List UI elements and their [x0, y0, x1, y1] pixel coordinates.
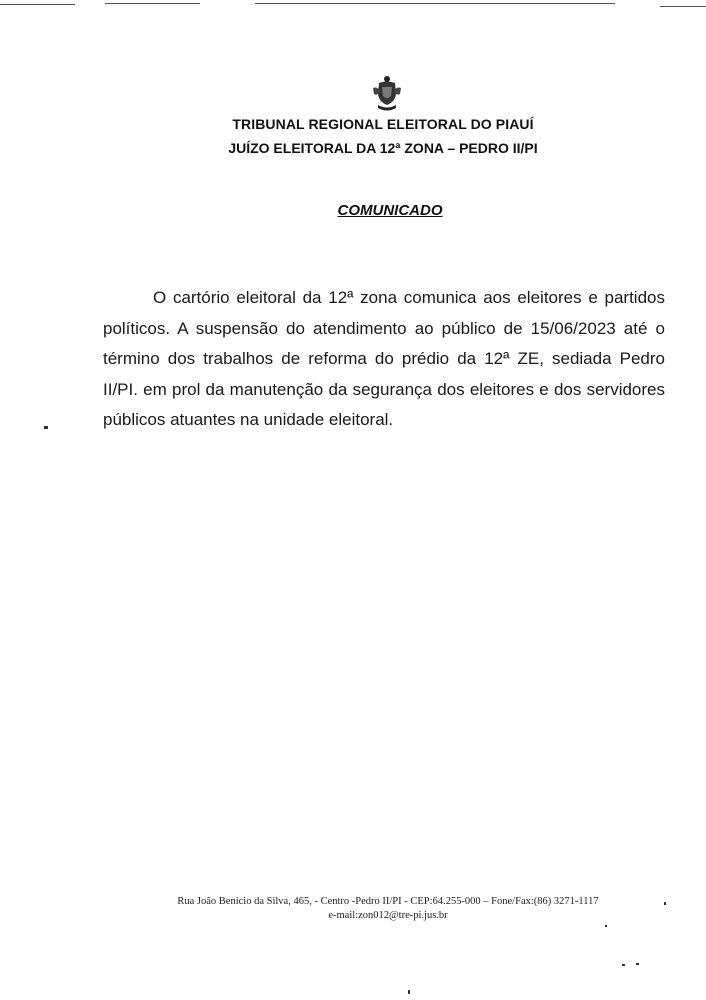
document-body: [103, 283, 665, 436]
document-title: COMUNICADO: [337, 202, 443, 219]
scan-speck: [44, 426, 48, 429]
footer-address: Rua João Benicio da Silva, 465, - Centro -Pedro II/PI - CEP:64.255-000 – Fone/Fax:(86) 3271-1117: [177, 896, 599, 907]
scan-speck: [408, 990, 410, 994]
footer-email: e-mail:zon012@tre-pi.jus.br: [328, 910, 448, 921]
scan-speck: [605, 925, 607, 927]
scan-speck: [664, 902, 666, 905]
scan-artifact-line: [0, 4, 75, 5]
court-name: TRIBUNAL REGIONAL ELEITORAL DO PIAUÍ: [232, 116, 534, 132]
scan-artifact-line: [255, 3, 615, 4]
scan-speck: [622, 964, 625, 966]
scan-speck: [636, 963, 639, 965]
body-paragraph: O cartório eleitoral da 12ª zona comunica aos eleitores e partidos políticos. A suspensão do atendimento ao público de 15/06/2023 até o término dos trabalhos de reforma do prédio da 12ª ZE, sediada Pedro II/PI. em prol da manutenção da segurança dos eleitores e dos servidores públicos atuantes na unidade eleitoral.: [103, 288, 665, 429]
office-name: JUÍZO ELEITORAL DA 12ª ZONA – PEDRO II/PI: [228, 140, 538, 156]
scan-artifact-line: [105, 3, 200, 4]
scan-artifact-line: [660, 6, 706, 7]
coat-of-arms-icon: [369, 74, 405, 114]
